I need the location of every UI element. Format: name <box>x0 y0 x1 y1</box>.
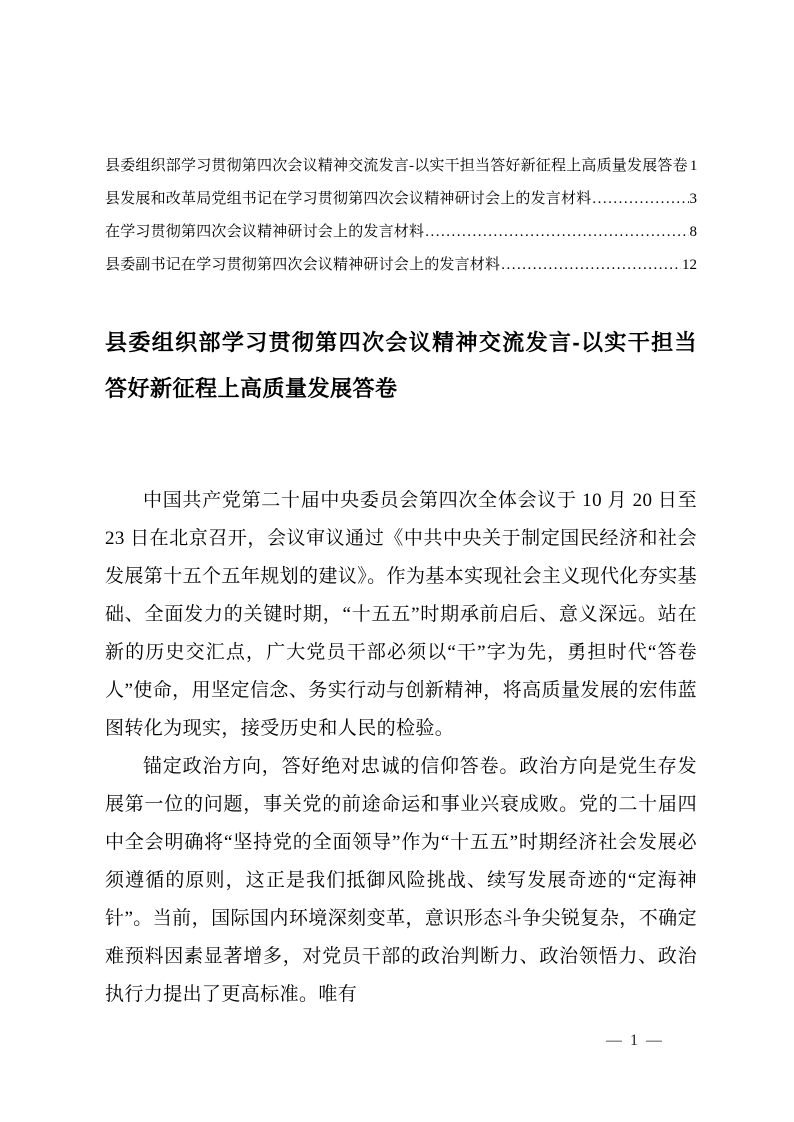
paragraph: 中国共产党第二十届中央委员会第四次全体会议于 10 月 20 日至 23 日在北京召开，会议审议通过《中共中央关于制定国民经济和社会发展第十五个五年规划的建议》。作为基本实现社会主义现代化夯实基础、全面发力的关键时期，“十五五”时期承前启后、意义深远。站在新的历史交汇点，广大党员干部必须以“干”字为先，勇担时代“答卷人”使命，用坚定信念、务实行动与创新精神，将高质量发展的宏伟蓝图转化为现实，接受历史和人民的检验。 <box>105 490 697 739</box>
dots-leader <box>425 216 688 249</box>
toc-entry-page: 3 <box>689 191 697 207</box>
toc-entry-page: 8 <box>689 224 697 240</box>
table-of-contents <box>105 150 697 282</box>
dots-leader <box>592 183 688 216</box>
toc-entry[interactable] <box>105 183 697 216</box>
toc-entry-title: 在学习贯彻第四次会议精神研讨会上的发言材料 <box>105 224 425 240</box>
paragraph: 锚定政治方向，答好绝对忠诚的信仰答卷。政治方向是党生存发展第一位的问题，事关党的前途命运和事业兴衰成败。党的二十届四中全会明确将“坚持党的全面领导”作为“十五五”时期经济社会发展必须遵循的原则，这正是我们抵御风险挑战、续写发展奇迹的“定海神针”。当前，国际国内环境深刻变革，意识形态斗争尖锐复杂，不确定难预料因素显著增多，对党员干部的政治判断力、政治领悟力、政治执行力提出了更高标准。唯有 <box>105 756 697 1005</box>
toc-entry-title: 县委副书记在学习贯彻第四次会议精神研讨会上的发言材料 <box>105 257 501 273</box>
toc-entry[interactable] <box>105 216 697 249</box>
toc-entry[interactable] <box>105 150 697 183</box>
toc-entry-title: 县委组织部学习贯彻第四次会议精神交流发言-以实干担当答好新征程上高质量发展答卷 <box>105 158 688 174</box>
toc-entry-title: 县发展和改革局党组书记在学习贯彻第四次会议精神研讨会上的发言材料 <box>105 191 592 207</box>
dots-leader <box>501 249 681 282</box>
toc-entry[interactable] <box>105 249 697 282</box>
article-body <box>105 482 697 1014</box>
toc-entry-page: 1 <box>689 158 698 174</box>
page-number: — 1 — <box>606 1032 664 1049</box>
page-content <box>105 0 697 1014</box>
article-title: 县委组织部学习贯彻第四次会议精神交流发言-以实干担当答好新征程上高质量发展答卷 <box>105 330 697 401</box>
toc-entry-page: 12 <box>682 257 697 273</box>
